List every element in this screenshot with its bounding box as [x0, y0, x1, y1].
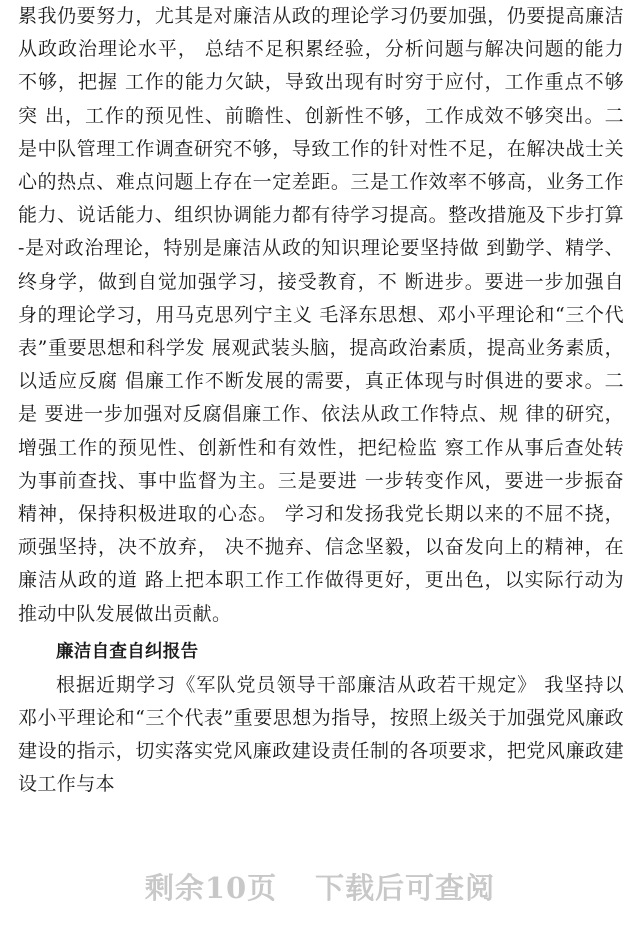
download-banner[interactable] — [0, 866, 640, 910]
remaining-pages-label: 剩余10页 — [144, 871, 278, 905]
download-prompt-label[interactable]: 下载后可查阅 — [315, 871, 496, 905]
body-paragraph: 累我仍要努力，尤其是对廉洁从政的理论学习仍要加强，仍要提高廉洁从政政治理论水平， 总结不足积累经验，分析问题与解决问题的能力不够，把握 工作的能力欠缺，导致出现有时穷于应付，工作重点不够突 出，工作的预见性、前瞻性、创新性不够，工作成效不够突出。二是中队管理工作调查研究不够，导致工作的针对性不足，在解决战士关心的热点、难点问题上存在一定差距。三是工作效率不够高，业务工作能力、说话能力、组织协调能力都有待学习提高。整改措施及下步打算 -是对政治理论，特别是廉洁从政的知识理论要坚持做 到勤学、精学、终身学，做到自觉加强学习，接受教育，不 断进步。要进一步加强自身的理论学习，用马克思列宁主义 毛泽东思想、邓小平理论和“三个代表”重要思想和科学发 展观武装头脑，提高政治素质，提高业务素质，以适应反腐 倡廉工作不断发展的需要，真正体现与时俱进的要求。二是 要进一步加强对反腐倡廉工作、依法从政工作特点、规 律的研究，增强工作的预见性、创新性和有效性，把纪检监 察工作从事后查处转为事前查找、事中监督为主。三是要进 一步转变作风，要进一步振奋精神，保持积极进取的心态。 学习和发扬我党长期以来的不屈不挠，顽强坚持，决不放弃， 决不抛弃、信念坚毅，以奋发向上的精神，在廉洁从政的道 路上把本职工作工作做得更好，更出色，以实际行动为推动中队发展做出贡献。 — [18, 5, 624, 625]
section-title: 廉洁自查自纠报告 — [56, 641, 199, 662]
section-paragraph: 根据近期学习《军队党员领导干部廉洁从政若干规定》 我坚持以邓小平理论和“三个代表”重要思想为指导，按照上级关于加强党风廉政建设的指示，切实落实党风廉政建设责任制的各项要求，把党风廉政建设工作与本 — [18, 673, 624, 796]
document-page — [18, 0, 624, 802]
